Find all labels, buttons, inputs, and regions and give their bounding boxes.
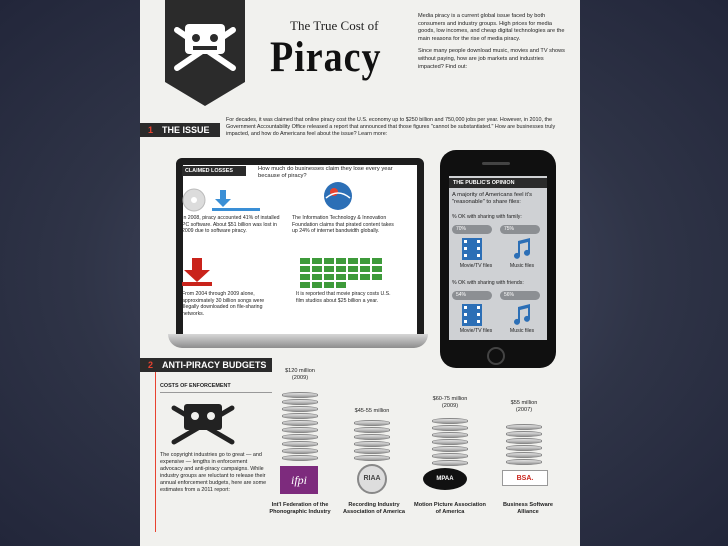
costs-title: COSTS OF ENFORCEMENT bbox=[160, 383, 231, 389]
coin-stack-mpaa bbox=[432, 418, 468, 467]
budget-amount-bsa bbox=[494, 400, 554, 414]
family-tv-label: Movie/TV files bbox=[459, 263, 493, 269]
budget-mpaa-year: (2009) bbox=[441, 403, 459, 409]
section1-text: For decades, it was claimed that online piracy cost the U.S. economy up to $250 billion and 750,000 jobs per year. However, in 2010, the Government Accountability Office released a report that announced that those figures "cannot be substantiated." How are businesses truly impacted, and how do Americans feel about the issue? Learn more: bbox=[226, 117, 556, 138]
mpaa-logo: MPAA bbox=[423, 468, 467, 490]
title-piracy: Piracy bbox=[270, 33, 382, 82]
opinion-family-question: % OK with sharing with family: bbox=[452, 214, 522, 220]
org-bsa: Business Software Alliance bbox=[502, 502, 554, 515]
org-ifpi: Int'l Federation of the Phonographic Industry bbox=[269, 502, 331, 515]
download-arrow-icon bbox=[182, 258, 212, 291]
skull-crossbones-cassette-icon bbox=[165, 0, 245, 106]
section1-bar bbox=[140, 123, 220, 137]
cd-download-icon bbox=[182, 188, 262, 217]
phone-speaker bbox=[482, 162, 510, 165]
section1-title: THE ISSUE bbox=[162, 125, 210, 135]
skull-banner bbox=[165, 0, 245, 106]
skull-cassette-icon bbox=[168, 398, 238, 453]
budget-amount-ifpi bbox=[270, 368, 330, 382]
org-mpaa: Motion Picture Association of America bbox=[414, 502, 486, 515]
budget-bsa-year: (2007) bbox=[515, 407, 533, 413]
laptop-base bbox=[168, 334, 428, 348]
opinion-title: THE PUBLIC'S OPINION bbox=[449, 178, 547, 188]
intro-text bbox=[418, 13, 570, 71]
costs-divider bbox=[160, 392, 272, 393]
opinion-lead: A majority of Americans feel it's "reasonable" to share files: bbox=[452, 192, 533, 205]
music-note-icon bbox=[512, 304, 532, 331]
money-grid-icon bbox=[300, 258, 392, 293]
friends-tv-percent: 54% bbox=[452, 291, 492, 300]
friends-tv-label: Movie/TV files bbox=[459, 328, 493, 334]
film-icon bbox=[462, 238, 482, 265]
section2-timeline bbox=[155, 372, 156, 532]
coin-stack-riaa bbox=[354, 420, 390, 462]
intro-paragraph-2: Since many people download music, movies and TV shows without paying, how are job markets and industries impacted? Find out: bbox=[418, 48, 565, 70]
budget-bsa-amount: $55 million bbox=[510, 400, 538, 406]
friends-music-label: Music files bbox=[509, 328, 535, 334]
budget-ifpi-year: (2009) bbox=[291, 375, 309, 381]
budget-amount-mpaa bbox=[420, 396, 480, 410]
claimed-item-1: In 2008, piracy accounted 41% of installed PC software. About $51 billion was lost in 2009 due to software piracy. bbox=[182, 215, 280, 235]
music-note-icon bbox=[512, 238, 532, 265]
friends-music-percent: 56% bbox=[500, 291, 540, 300]
claimed-question: How much do businesses claim they lose every year because of piracy? bbox=[258, 166, 393, 179]
budget-mpaa-amount: $60-75 million bbox=[432, 396, 468, 402]
opinion-friends-question: % OK with sharing with friends: bbox=[452, 280, 524, 286]
claimed-item-3: From 2004 through 2009 alone, approximately 30 billion songs were illegally downloaded on file-sharing networks. bbox=[182, 291, 265, 317]
family-music-percent: 75% bbox=[500, 225, 540, 234]
budget-riaa-amount: $45-55 million bbox=[354, 408, 390, 414]
org-riaa: Recording Industry Association of America bbox=[343, 502, 405, 515]
claimed-losses-title: CLAIMED LOSSES bbox=[182, 166, 246, 176]
phone-home-button bbox=[487, 347, 505, 365]
intro-paragraph-1: Media piracy is a current global issue faced by both consumers and industry groups. High prices for media goods, low incomes, and cheap digital technologies are the main reasons for the rise of media piracy. bbox=[418, 13, 565, 42]
budget-ifpi-amount: $120 million bbox=[285, 368, 315, 374]
globe-icon bbox=[322, 180, 354, 217]
section2-bar bbox=[140, 358, 272, 372]
riaa-logo: RIAA bbox=[357, 464, 387, 494]
film-icon bbox=[462, 304, 482, 331]
coin-stack-ifpi bbox=[282, 392, 318, 462]
claimed-item-2: The Information Technology & Innovation Foundation claims that pirated content takes up 24% of internet bandwidth globally. bbox=[292, 215, 394, 235]
claimed-item-4: It is reported that movie piracy costs U.S. film studios about $25 billion a year. bbox=[296, 291, 391, 304]
family-music-label: Music files bbox=[509, 263, 535, 269]
section2-number: 2 bbox=[148, 360, 154, 370]
section2-title: ANTI-PIRACY BUDGETS bbox=[162, 360, 267, 370]
coin-stack-bsa bbox=[506, 424, 542, 466]
family-tv-percent: 70% bbox=[452, 225, 492, 234]
ifpi-logo: ifpi bbox=[280, 466, 318, 494]
costs-text: The copyright industries go to great — and expensive — lengths in enforcement advocacy and anti-piracy campaigns. While industry groups are reluctant to release their annual enforcement budgets, here are some estimates from a 2011 report: bbox=[160, 452, 267, 493]
bsa-logo: BSA. bbox=[502, 470, 548, 486]
title-small: The True Cost of bbox=[290, 18, 379, 33]
section1-number: 1 bbox=[148, 125, 154, 135]
